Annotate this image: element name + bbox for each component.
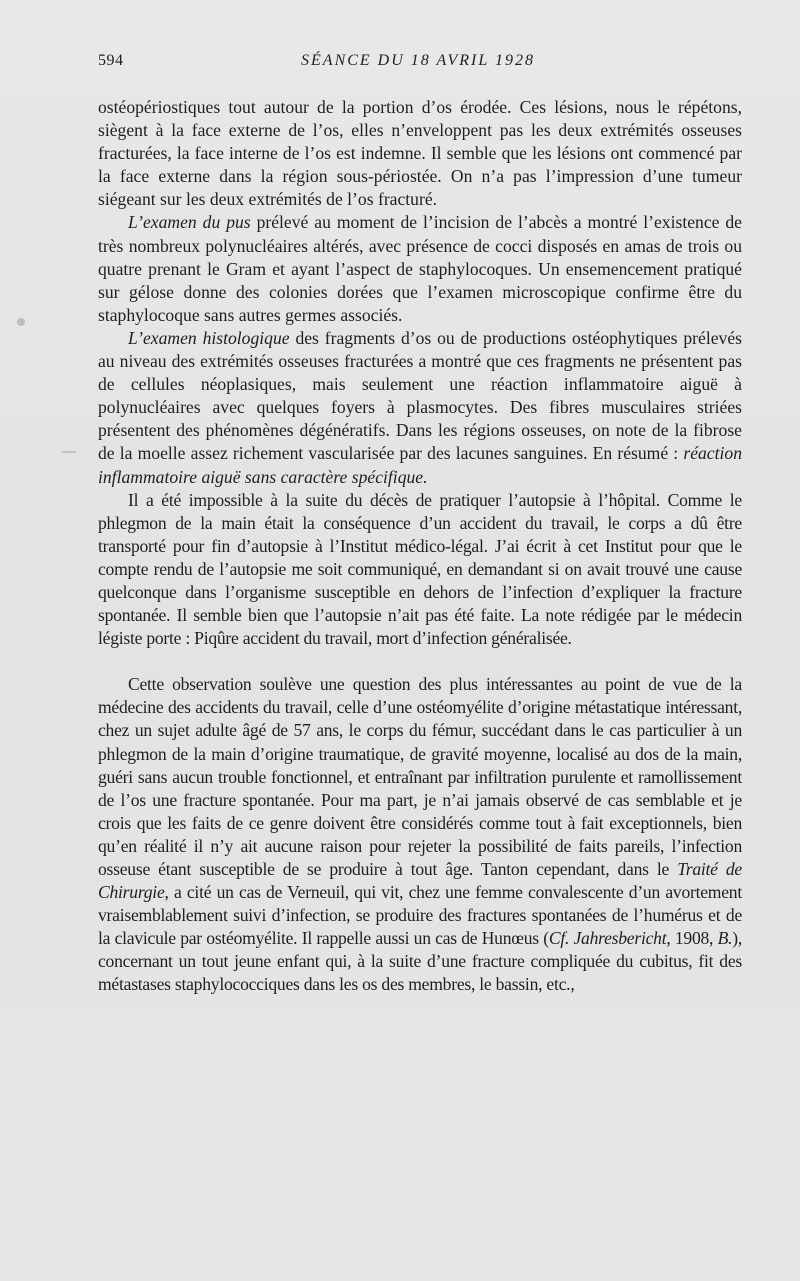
italic-heading: L’examen du pus (128, 212, 251, 233)
italic-conclusion: réaction inflammatoire aiguë sans caractère spécifique. (98, 443, 742, 487)
citation-title: Cf. Jahresbericht (548, 928, 667, 949)
paragraph-2 (98, 211, 742, 326)
running-title: SÉANCE DU 18 AVRIL 1928 (301, 52, 535, 69)
paragraph-5 (98, 673, 742, 996)
book-title: Traité de Chirurgie (98, 859, 742, 903)
italic-heading: L’examen histologique (128, 327, 290, 348)
citation-year: , 1908, (666, 928, 718, 949)
paragraph-text: ), concernant un tout jeune enfant qui, à la suite d’une fracture compliquée du cubitus, fit des métastases staphylococciques dans les os des membres, le bassin, etc., (98, 928, 742, 995)
page-header (98, 52, 738, 76)
paper-stain (17, 318, 25, 326)
citation-initial: B. (717, 928, 733, 949)
paragraph-text: , a cité un cas de Verneuil, qui vit, chez une femme convalescente d’un avortement vraisemblablement suivi d’infection, se produire des fractures spontanées de l’humérus et de la clavicule par ostéomyélite. Il rappelle aussi un cas de Hunœus ( (98, 882, 742, 949)
paragraph-3 (98, 327, 742, 489)
paragraph-1 (98, 96, 742, 211)
paragraph-text: des fragments d’os ou de productions ostéophytiques prélevés au niveau des extrémités osseuses fracturées a montré que ces fragments ne présentent pas de cellules néoplasiques, mais seulement une réaction inflammatoire aiguë à polynucléaires avec quelques foyers à plasmocytes. Des fibres musculaires striées présentent des phénomènes dégénératifs. Dans les régions osseuses, on note de la fibrose de la moelle assez richement vascularisée par des lacunes sanguines. En résumé : (98, 327, 743, 464)
paragraph-text: Il a été impossible à la suite du décès de pratiquer l’autopsie à l’hôpital. Comme le phlegmon de la main était la conséquence d’un accident du travail, le corps a dû être transporté pour fin d’autopsie à l’Institut médico-légal. J’ai écrit à cet Institut pour que le compte rendu de l’autopsie me soit communiqué, en demandant si on avait trouvé une cause quelconque dans l’organisme susceptible en dehors de l’infection d’expliquer la fracture spontanée. Il semble bien que l’autopsie n’ait pas été faite. La note rédigée par le médecin légiste porte : Piqûre accident du travail, mort d’infection généralisée. (98, 489, 742, 649)
paragraph-text: Cette observation soulève une question des plus intéressantes au point de vue de la médecine des accidents du travail, celle d’une ostéomyélite d’origine métastatique intéressant, chez un sujet adulte âgé de 57 ans, le corps du fémur, succédant dans le cas particulier à un phlegmon de la main d’origine traumatique, de gravité moyenne, localisé au dos de la main, guéri sans aucun trouble fonctionnel, et entraînant par infiltration purulente et ramollissement de l’os une fracture spontanée. Pour ma part, je n’ai jamais observé de cas semblable et je crois que les faits de ce genre doivent être considérés comme tout à fait exceptionnels, bien qu’en réalité il n’y ait aucune raison pour rejeter la possibilité de faits pareils, l’infection osseuse étant susceptible de se produire à tout âge. Tanton cependant, dans le (98, 674, 742, 879)
paragraph-text: ostéopériostiques tout autour de la portion d’os érodée. Ces lésions, nous le répétons, siègent à la face externe de l’os, elles n’enveloppent pas les deux extrémités osseuses fracturées, la face interne de l’os est indemne. Il semble que les lésions ont commencé par la face externe dans la région sous-périostée. On n’a pas l’impression d’une tumeur siégeant sur les deux extrémités de l’os fracturé. (98, 97, 742, 210)
paper-mark (62, 451, 76, 453)
article-body (98, 96, 742, 997)
page-number: 594 (98, 52, 124, 69)
paragraph-4 (98, 489, 742, 651)
paragraph-text: prélevé au moment de l’incision de l’abcès a montré l’existence de très nombreux polynucléaires altérés, avec présence de cocci disposés en amas de trois ou quatre prenant le Gram et ayant l’aspect de staphylocoques. Un ensemencement pratiqué sur gélose donne des colonies dorées que l’examen microscopique confirme être du staphylocoque sans autres germes associés. (98, 212, 742, 325)
